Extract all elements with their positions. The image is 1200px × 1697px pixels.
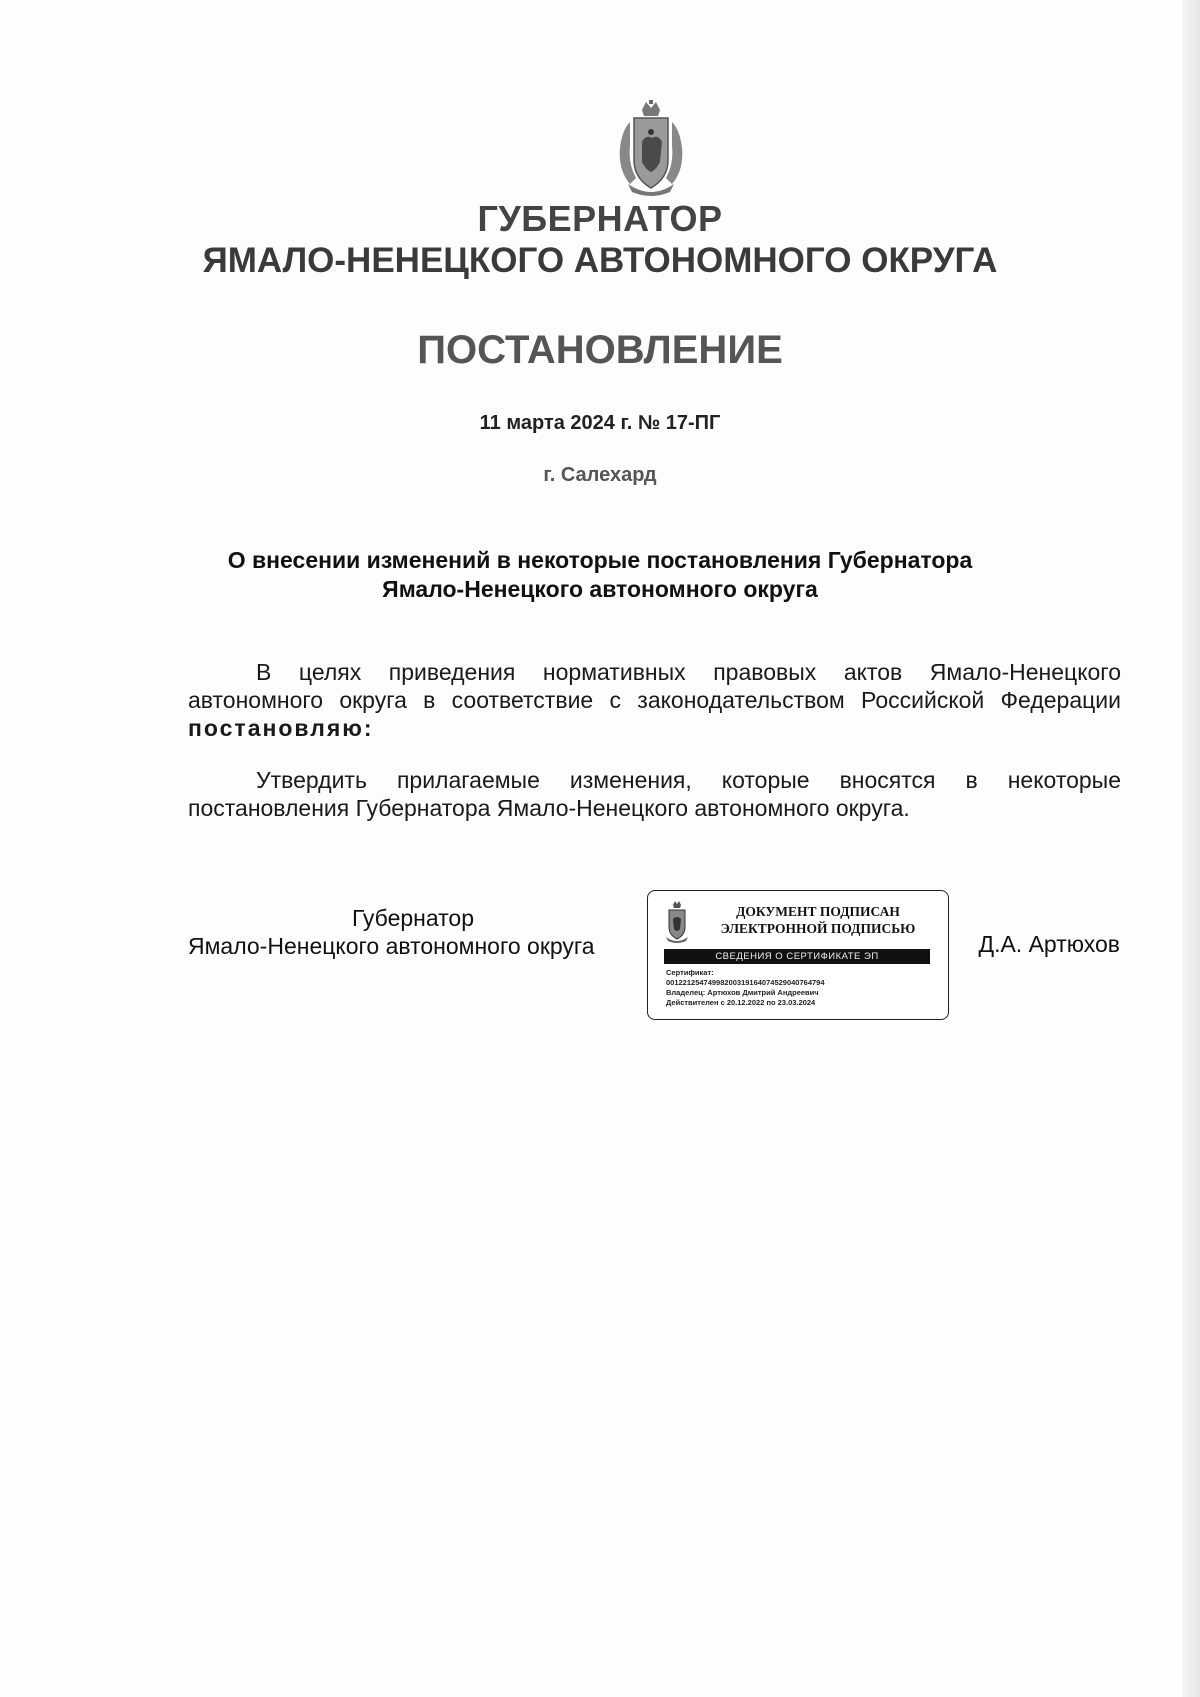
stamp-cert-label: Сертификат: [666,968,714,977]
issuer-title: ГУБЕРНАТОР [477,198,723,239]
stamp-heading-line-2: ЭЛЕКТРОННОЙ ПОДПИСЬЮ [720,921,916,936]
stamp-emblem-icon [662,901,692,943]
electronic-signature-stamp [647,890,949,1020]
paragraph-1 [188,658,1121,742]
heading-line-2: Ямало-Ненецкого автономного округа [382,576,818,602]
signatory-position [188,904,638,960]
stamp-owner: Владелец: Артюхов Дмитрий Андреевич [666,988,819,997]
date-and-number: 11 марта 2024 г. № 17-ПГ [479,412,721,434]
stamp-heading-line-1: ДОКУМЕНТ ПОДПИСАН [736,904,900,919]
paragraph-1-emphasis: постановляю: [188,715,374,741]
heading-line-1: О внесении изменений в некоторые постановления Губернатора [227,547,973,573]
signatory-name: Д.А. Артюхов [978,931,1120,957]
document-type: ПОСТАНОВЛЕНИЕ [417,328,783,372]
issuer-subtitle: ЯМАЛО-НЕНЕЦКОГО АВТОНОМНОГО ОКРУГА [202,241,998,280]
stamp-heading [698,903,938,937]
coat-of-arms-icon [612,100,690,200]
position-line-1: Губернатор [351,905,475,931]
stamp-validity: Действителен с 20.12.2022 по 23.03.2024 [666,998,816,1007]
stamp-certificate-bar: СВЕДЕНИЯ О СЕРТИФИКАТЕ ЭП [664,949,930,964]
stamp-cert-value: 00122125474998200319164074529040764794 [666,978,825,987]
paragraph-2: Утвердить прилагаемые изменения, которые вносятся в некоторые постановления Губернатора Ямало-Ненецкого автономного округа. [188,767,1121,821]
position-line-2: Ямало-Ненецкого автономного округа [188,933,595,959]
city: г. Салехард [543,464,657,486]
document-heading [0,546,1200,604]
paragraph-1-text: В целях приведения нормативных правовых актов Ямало-Ненецкого автономного округа в соответствие с законодательством Российской Федерации [188,659,1121,713]
